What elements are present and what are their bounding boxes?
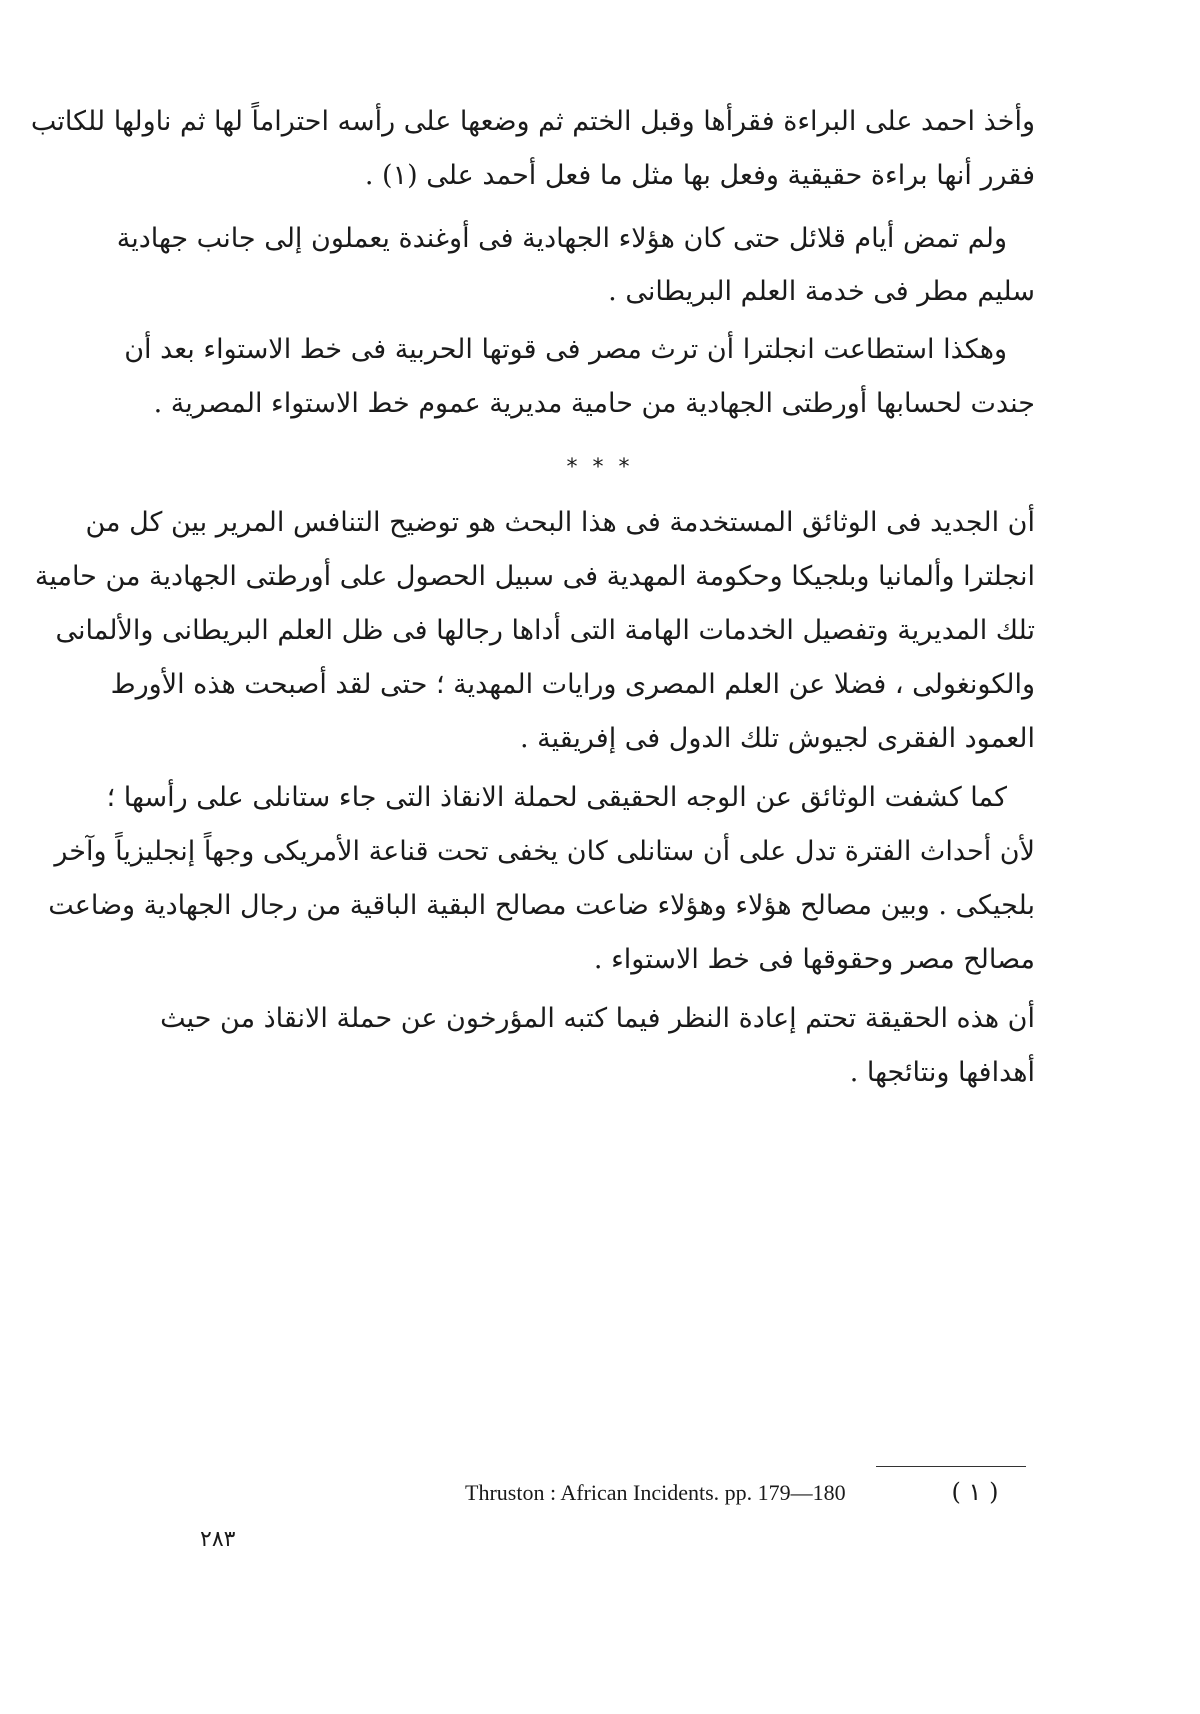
footnote-text: Thruston : African Incidents. pp. 179—180 [465, 1480, 846, 1505]
page-number: ٢٨٣ [200, 1527, 236, 1552]
body-line: العمود الفقرى لجيوش تلك الدول فى إفريقية . [519, 723, 1035, 754]
body-line: سليم مطر فى خدمة العلم البريطانى . [608, 276, 1035, 307]
body-line: أن هذه الحقيقة تحتم إعادة النظر فيما كتبه المؤرخون عن حملة الانقاذ من حيث [160, 1003, 1035, 1034]
body-line: ولم تمض أيام قلائل حتى كان هؤلاء الجهادية فى أوغندة يعملون إلى جانب جهادية [116, 223, 1007, 254]
body-line: كما كشفت الوثائق عن الوجه الحقيقى لحملة الانقاذ التى جاء ستانلى على رأسها ؛ [106, 782, 1007, 813]
body-line: جندت لحسابها أورطتى الجهادية من حامية مديرية عموم خط الاستواء المصرية . [153, 388, 1035, 419]
body-line: والكونغولى ، فضلا عن العلم المصرى ورايات المهدية ؛ حتى لقد أصبحت هذه الأورط [110, 669, 1035, 700]
body-line: وأخذ احمد على البراءة فقرأها وقبل الختم ثم وضعها على رأسه احتراماً لها ثم ناولها للكاتب [30, 106, 1035, 137]
footnote-rule [876, 1466, 1026, 1467]
body-line: تلك المديرية وتفصيل الخدمات الهامة التى أداها رجالها فى ظل العلم البريطانى والألمانى [55, 615, 1035, 646]
body-line: أهدافها ونتائجها . [849, 1057, 1035, 1088]
body-line: انجلترا وألمانيا وبلجيكا وحكومة المهدية فى سبيل الحصول على أورطتى الجهادية من حامية [34, 561, 1035, 592]
body-line: فقرر أنها براءة حقيقية وفعل بها مثل ما فعل أحمد على (١) . [364, 160, 1035, 191]
body-line: لأن أحداث الفترة تدل على أن ستانلى كان يخفى تحت قناعة الأمريكى وجهاً إنجليزياً وآخر [54, 836, 1035, 867]
footnote-marker: ( ١ ) [951, 1478, 999, 1506]
body-line: بلجيكى . وبين مصالح هؤلاء وهؤلاء ضاعت مصالح البقية الباقية من رجال الجهادية وضاعت [48, 890, 1035, 921]
body-line: مصالح مصر وحقوقها فى خط الاستواء . [593, 944, 1035, 975]
section-break: * * * [566, 455, 634, 480]
body-line: وهكذا استطاعت انجلترا أن ترث مصر فى قوتها الحربية فى خط الاستواء بعد أن [124, 334, 1007, 365]
body-line: أن الجديد فى الوثائق المستخدمة فى هذا البحث هو توضيح التنافس المرير بين كل من [85, 507, 1035, 538]
